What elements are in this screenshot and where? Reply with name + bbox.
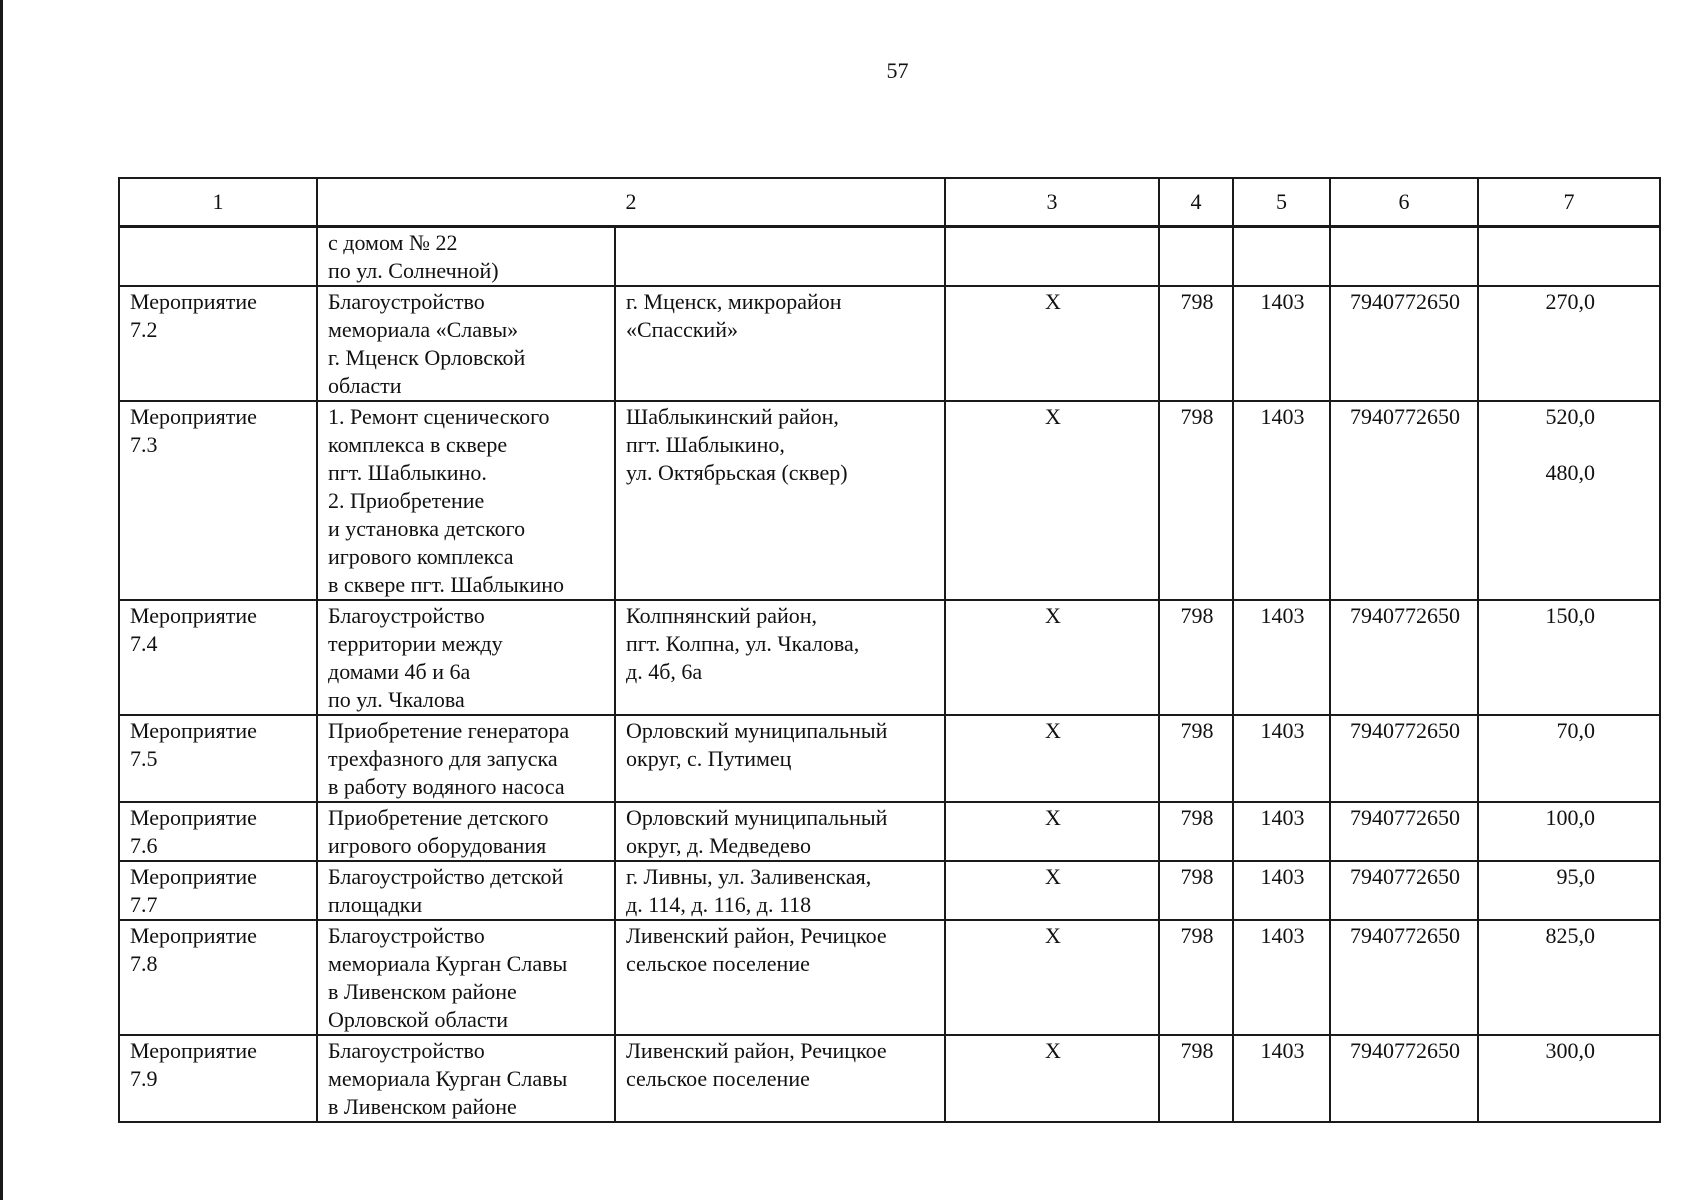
col3-cell: X — [945, 600, 1159, 715]
amount-cell — [1478, 861, 1660, 920]
col6-cell: 7940772650 — [1330, 1035, 1478, 1122]
col6-cell: 7940772650 — [1330, 715, 1478, 802]
header-col-4: 4 — [1159, 178, 1233, 227]
amount-value: 95,0 — [1556, 864, 1595, 889]
table-row — [119, 861, 1660, 920]
event-cell: Мероприятие 7.6 — [119, 802, 317, 861]
amount-value: 70,0 — [1556, 718, 1595, 743]
col3-cell: X — [945, 286, 1159, 401]
location-cell: Шаблыкинский район, пгт. Шаблыкино, ул. Октябрьская (сквер) — [615, 401, 945, 600]
event-cell: Мероприятие 7.4 — [119, 600, 317, 715]
name-cell: Приобретение детского игрового оборудования — [317, 802, 615, 861]
event-cell: Мероприятие 7.2 — [119, 286, 317, 401]
location-cell: Орловский муниципальный округ, д. Медведево — [615, 802, 945, 861]
col6-cell: 7940772650 — [1330, 861, 1478, 920]
col3-cell: X — [945, 802, 1159, 861]
col3-cell: X — [945, 1035, 1159, 1122]
col3-cell — [945, 227, 1159, 287]
location-cell: Колпнянский район, пгт. Колпна, ул. Чкалова, д. 4б, 6а — [615, 600, 945, 715]
table-row — [119, 401, 1660, 600]
amount-value: 150,0 — [1545, 603, 1595, 628]
col5-cell: 1403 — [1233, 401, 1330, 600]
col5-cell: 1403 — [1233, 600, 1330, 715]
name-cell: Благоустройство мемориала Курган Славы в Ливенском районе Орловской области — [317, 920, 615, 1035]
amount-cell — [1478, 802, 1660, 861]
events-table — [118, 177, 1661, 1123]
page-number: 57 — [886, 58, 909, 83]
event-cell: Мероприятие 7.8 — [119, 920, 317, 1035]
col6-cell — [1330, 227, 1478, 287]
col5-cell: 1403 — [1233, 286, 1330, 401]
col4-cell: 798 — [1159, 861, 1233, 920]
col4-cell: 798 — [1159, 401, 1233, 600]
amount-value-secondary: 480,0 — [1545, 460, 1595, 485]
table-row — [119, 1035, 1660, 1122]
location-cell: г. Мценск, микрорайон «Спасский» — [615, 286, 945, 401]
col4-cell: 798 — [1159, 715, 1233, 802]
table-row — [119, 715, 1660, 802]
col4-cell: 798 — [1159, 600, 1233, 715]
amount-value: 300,0 — [1545, 1038, 1595, 1063]
table-body — [119, 227, 1660, 1123]
col3-cell: X — [945, 715, 1159, 802]
location-cell: Орловский муниципальный округ, с. Путимец — [615, 715, 945, 802]
amount-cell — [1478, 920, 1660, 1035]
location-cell — [615, 227, 945, 287]
header-col-1: 1 — [119, 178, 317, 227]
amount-cell — [1478, 401, 1660, 600]
col3-cell: X — [945, 861, 1159, 920]
header-col-6: 6 — [1330, 178, 1478, 227]
col5-cell: 1403 — [1233, 715, 1330, 802]
table-row — [119, 920, 1660, 1035]
amount-value: 520,0 — [1545, 404, 1595, 429]
table-row — [119, 286, 1660, 401]
col4-cell: 798 — [1159, 802, 1233, 861]
amount-cell — [1478, 227, 1660, 287]
col6-cell: 7940772650 — [1330, 600, 1478, 715]
col3-cell: X — [945, 401, 1159, 600]
event-cell: Мероприятие 7.7 — [119, 861, 317, 920]
scan-edge — [0, 0, 3, 1200]
col5-cell: 1403 — [1233, 1035, 1330, 1122]
col6-cell: 7940772650 — [1330, 802, 1478, 861]
table-row — [119, 227, 1660, 287]
col5-cell: 1403 — [1233, 861, 1330, 920]
name-cell: Приобретение генератора трехфазного для запуска в работу водяного насоса — [317, 715, 615, 802]
col5-cell: 1403 — [1233, 802, 1330, 861]
table-row — [119, 802, 1660, 861]
amount-value: 270,0 — [1545, 289, 1595, 314]
location-cell: г. Ливны, ул. Заливенская, д. 114, д. 116, д. 118 — [615, 861, 945, 920]
col4-cell — [1159, 227, 1233, 287]
header-col-5: 5 — [1233, 178, 1330, 227]
event-cell: Мероприятие 7.5 — [119, 715, 317, 802]
name-cell: 1. Ремонт сценического комплекса в сквере пгт. Шаблыкино. 2. Приобретение и установка детского игрового комплекса в сквере пгт. Шаблыкино — [317, 401, 615, 600]
amount-cell — [1478, 286, 1660, 401]
event-cell — [119, 227, 317, 287]
header-col-3: 3 — [945, 178, 1159, 227]
header-col-7: 7 — [1478, 178, 1660, 227]
table-row — [119, 600, 1660, 715]
col4-cell: 798 — [1159, 286, 1233, 401]
col4-cell: 798 — [1159, 920, 1233, 1035]
amount-value: 100,0 — [1545, 805, 1595, 830]
col3-cell: X — [945, 920, 1159, 1035]
col6-cell: 7940772650 — [1330, 286, 1478, 401]
col4-cell: 798 — [1159, 1035, 1233, 1122]
amount-cell — [1478, 1035, 1660, 1122]
amount-cell — [1478, 600, 1660, 715]
header-row — [119, 178, 1660, 227]
col5-cell: 1403 — [1233, 920, 1330, 1035]
col6-cell: 7940772650 — [1330, 401, 1478, 600]
name-cell: Благоустройство мемориала «Славы» г. Мценск Орловской области — [317, 286, 615, 401]
amount-cell — [1478, 715, 1660, 802]
name-cell: Благоустройство мемориала Курган Славы в Ливенском районе — [317, 1035, 615, 1122]
name-cell: Благоустройство территории между домами 4б и 6а по ул. Чкалова — [317, 600, 615, 715]
col6-cell: 7940772650 — [1330, 920, 1478, 1035]
name-cell: Благоустройство детской площадки — [317, 861, 615, 920]
event-cell: Мероприятие 7.3 — [119, 401, 317, 600]
amount-value: 825,0 — [1545, 923, 1595, 948]
location-cell: Ливенский район, Речицкое сельское поселение — [615, 920, 945, 1035]
col5-cell — [1233, 227, 1330, 287]
header-col-2: 2 — [317, 178, 945, 227]
name-cell: с домом № 22 по ул. Солнечной) — [317, 227, 615, 287]
location-cell: Ливенский район, Речицкое сельское поселение — [615, 1035, 945, 1122]
event-cell: Мероприятие 7.9 — [119, 1035, 317, 1122]
